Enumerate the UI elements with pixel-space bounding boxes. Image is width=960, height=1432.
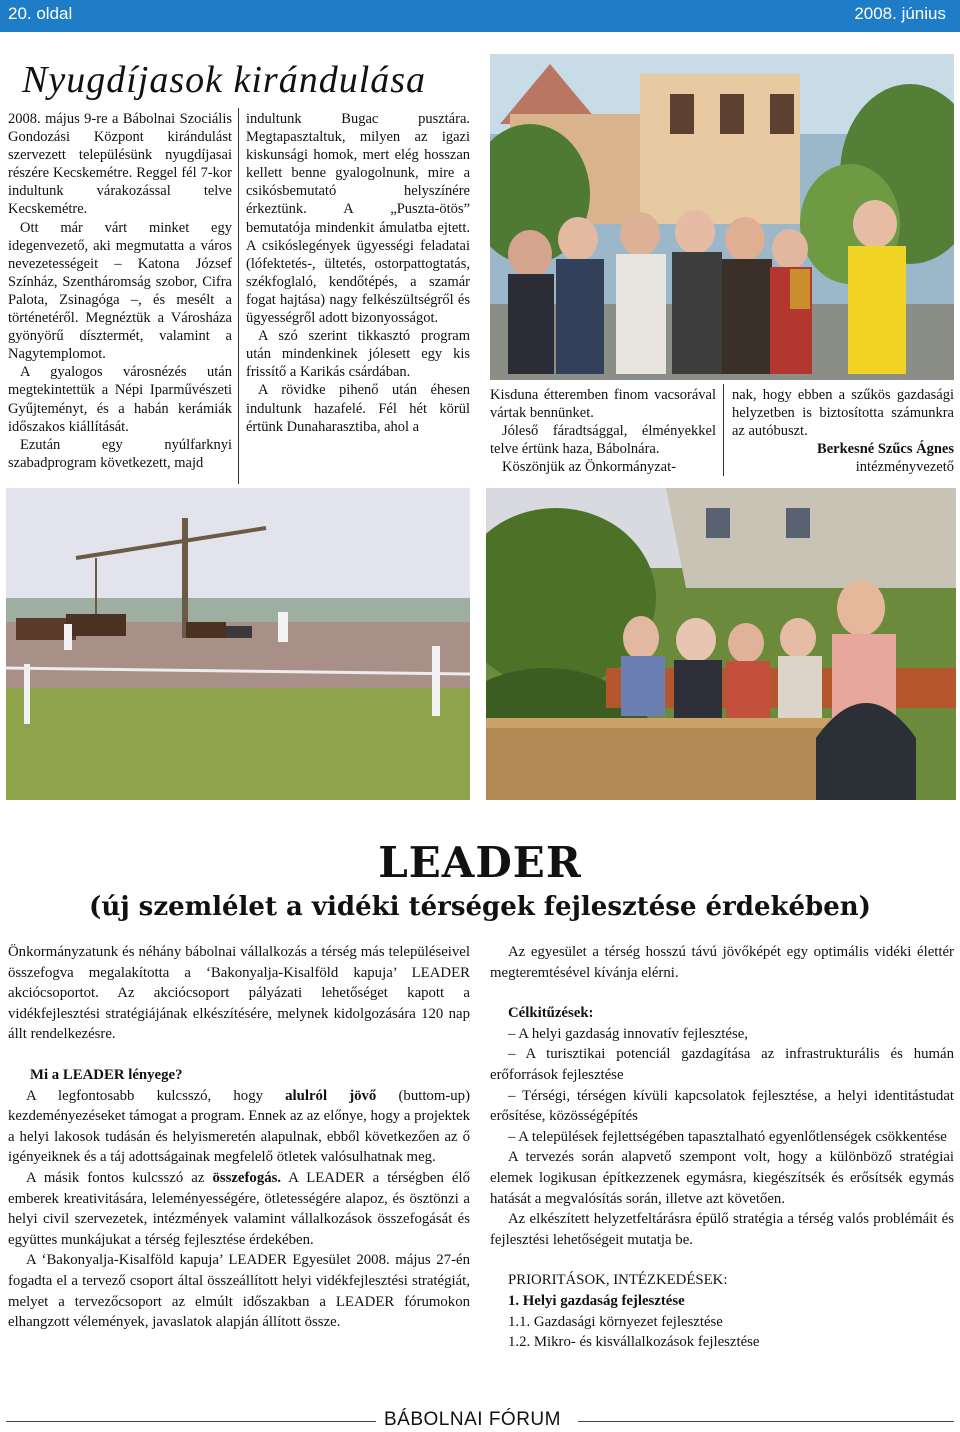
page-header-bar <box>0 0 960 32</box>
paragraph: A szó szerint tikkasztó program után mindenkinek jólesett egy kis frissítő a Karikás csárdában. <box>246 328 470 381</box>
paragraph: Ezután egy nyúlfarknyi szabadprogram következett, majd <box>8 436 232 471</box>
goal-item: – Térségi, térségen kívüli kapcsolatok fejlesztése, a helyi identitástudat erősítése, közösségépítés <box>490 1087 954 1125</box>
text-run: A másik fontos kulcsszó az <box>26 1169 213 1186</box>
article-column-2 <box>246 110 470 436</box>
paragraph: Kisduna étteremben finom vacsorával vártak bennünket. <box>490 387 716 422</box>
paragraph: Az elkészített helyzetfeltárásra épülő stratégia a térség valós problémáit és fejlesztési lehetőségeit mutatja be. <box>490 1211 954 1248</box>
goal-item: – A helyi gazdaság innovatív fejlesztése, <box>508 1025 748 1042</box>
signature-name: Berkesné Szűcs Ágnes <box>817 441 954 458</box>
leader-right-column <box>490 942 954 1353</box>
text-run: (buttom-up) kezdeményezéseket támogat a program. Ennek az az előnye, hogy a projektek a helyi lakosok tudásán és helyismeretén alapulnak, ebből következően az ő igényeiknek és a táj adottságainak megfelelő ötletek valósulhatnak meg. <box>8 1087 470 1166</box>
article-column-3 <box>490 386 716 476</box>
paragraph: A rövidke pihenő után éhesen indultunk hazafelé. Fél hét körül értünk Dunaharasztiba, ahol a <box>246 382 470 435</box>
goals-heading: Célkitűzések: <box>508 1005 594 1022</box>
section-subtitle: (új szemlélet a vidéki térségek fejlesztése érdekében) <box>89 892 871 922</box>
paragraph <box>8 1168 470 1250</box>
text-run: A legfontosabb kulcsszó, hogy <box>26 1087 286 1104</box>
paragraph: A ‘Bakonyalja-Kisalföld kapuja’ LEADER Egyesület 2008. május 27-én fogadta el a tervező csoport által összeállított helyi vidékfejlesztési stratégiát, melyet a tervezőcsoport az elmúlt időszakban a LEADER fórumokon elhangzott vélemények, javaslatok alapján állított össze. <box>8 1252 470 1331</box>
photo-group-town <box>490 54 954 380</box>
paragraph: Önkormányzatunk és néhány bábolnai vállalkozás a térség más településeivel összefogva megalakította a ‘Bakonyalja-Kisalföld kapuja’ LEADER akciócsoportot. Az akciócsoport pályázati lehetőséget kapott a vidékfejlesztési stratégiájának elkészítésére, melynek kidolgozására 120 nap állt rendelkezésre. <box>8 944 470 1043</box>
paragraph: indultunk Bugac pusztára. Megtapasztaltuk, milyen az igazi kiskunsági homok, mert elég hosszan kellett benne gyalogolnunk, mire a csikósbemutató helyszínére érkeztünk. A „Puszta-ötös” bemutatója mindenkit ámulatba ejtett. A csikóslegények ügyességi feladatai (lófektetés-, ültetés, ostorpattogtatás, székfoglaló, kendőtépés, a szamár fogat hajtása) nagy felkészültségről és ügyességről adott bizonyosságot. <box>246 111 470 327</box>
photo-group-town-image <box>490 54 954 380</box>
paragraph: Köszönjük az Önkormányzat- <box>502 459 676 476</box>
article-title: Nyugdíjasok kirándulása <box>22 59 427 101</box>
paragraph: 2008. május 9-re a Bábolnai Szociális Gondozási Központ kirándulást szervezett településünk nyugdíjasai részére Kecskemétre. Reggel fél 7-kor indultunk várakozással telve Kecskemétre. <box>8 111 232 218</box>
paragraph: Jóleső fáradtsággal, élményekkel telve értünk haza, Bábolnára. <box>490 423 716 458</box>
priority-subitem: 1.1. Gazdasági környezet fejlesztése <box>508 1313 723 1330</box>
paragraph: nak, hogy ebben a szűkös gazdasági helyzetben is biztosította számunkra az autóbuszt. <box>732 387 954 440</box>
priority-item: 1. Helyi gazdaság fejlesztése <box>508 1292 685 1309</box>
photo-puszta-horses-image <box>6 488 470 800</box>
signature-role: intézményvezető <box>855 459 954 476</box>
paragraph: Ott már várt minket egy idegenvezető, aki megmutatta a város nevezetességeit – Katona József Színház, Szentháromság szobor, Cifra Palota, Zsinagóga –, és mesélt a történetéről. Megnéztük a Városháza gyönyörű dísztermét, valamint a Nagytemplomot. <box>8 219 232 363</box>
paragraph: A tervezés során alapvető szempont volt, hogy a különböző stratégiai elemek logikusan építkezzenek egymásra, kiegészítsék és erősítsék egymás hatását a megvalósítás során, illetve azt követően. <box>490 1149 954 1207</box>
page-footer <box>0 1409 960 1429</box>
footer-rule <box>6 1421 376 1422</box>
paragraph: A gyalogos városnézés után megtekintettük a Népi Iparművészeti Gyűjteményt, és a habán kerámiák időszakos kiállítását. <box>8 364 232 435</box>
priorities-heading: PRIORITÁSOK, INTÉZKEDÉSEK: <box>508 1272 728 1289</box>
keyword: alulról jövő <box>285 1087 377 1104</box>
goal-item: – A turisztikai potenciál gazdagítása az infrastrukturális és humán erőforrások fejlesztése <box>490 1046 954 1083</box>
section-title: LEADER <box>378 838 582 887</box>
paragraph <box>8 1086 470 1168</box>
issue-date: 2008. június <box>854 4 946 23</box>
article-column-4 <box>732 386 954 476</box>
question-heading: Mi a LEADER lényege? <box>30 1066 183 1083</box>
photo-puszta-horses <box>6 488 470 800</box>
article-column-1 <box>8 110 232 472</box>
footer-rule <box>578 1421 954 1422</box>
photo-seated-group <box>486 488 956 800</box>
publication-name: BÁBOLNAI FÓRUM <box>384 1409 561 1430</box>
column-divider <box>723 384 724 476</box>
text-run: A LEADER a térségben élő emberek kreativitására, leleményességére, ötletességére alapoz, és ösztönzi a helyi civil szervezetek, intézmények valamint vállalkozások összefogását és együttes munkájukat a térség fejlesztése érdekében. <box>8 1169 470 1248</box>
leader-left-column <box>8 942 470 1333</box>
column-divider <box>238 108 239 484</box>
page-number: 20. oldal <box>8 4 73 23</box>
keyword: összefogás. <box>212 1169 282 1186</box>
priority-subitem: 1.2. Mikro- és kisvállalkozások fejlesztése <box>508 1334 760 1351</box>
photo-seated-group-image <box>486 488 956 800</box>
paragraph: Az egyesület a térség hosszú távú jövőképét egy optimális vidéki élettér megteremtésével kívánja elérni. <box>490 944 954 981</box>
goal-item: – A települések fejlettségében tapasztalható egyenlőtlenségek csökkentése <box>508 1128 947 1145</box>
